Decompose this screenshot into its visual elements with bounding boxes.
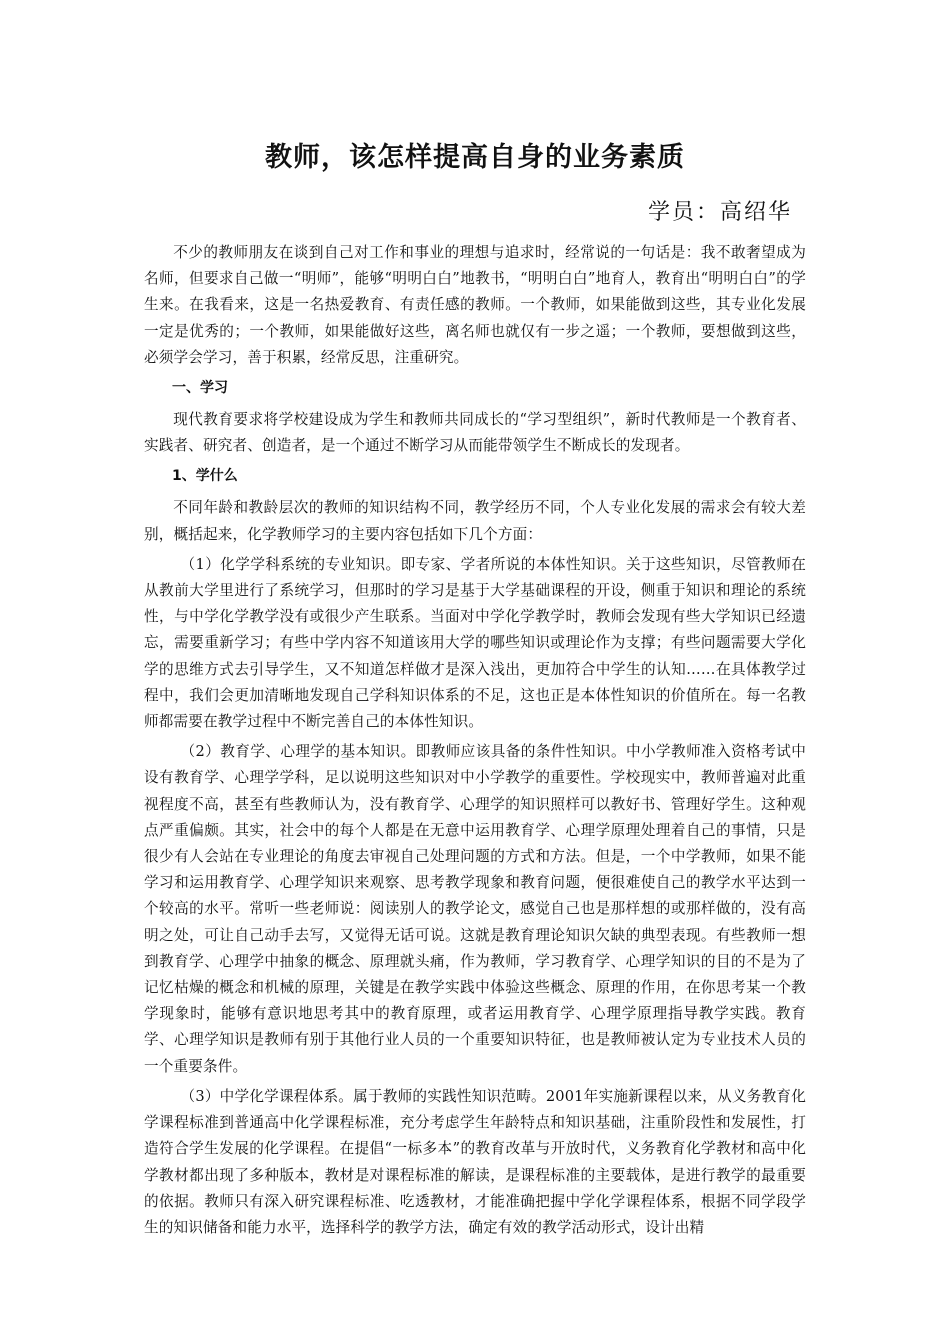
- subsection-paragraph-what-to-learn: 不同年龄和教龄层次的教师的知识结构不同，教学经历不同，个人专业化发展的需求会有较大差别，概括起来，化学教师学习的主要内容包括如下几个方面：: [144, 499, 806, 543]
- list-item-paragraph-1: （1）化学学科系统的专业知识。即专家、学者所说的本体性知识。关于这些知识，尽管教师在从教前大学里进行了系统学习，但那时的学习是基于大学基础课程的开设，侧重于知识和理论的系统性，与中学化学教学没有或很少产生联系。当面对中学化学教学时，教师会发现有些大学知识已经遗忘，需要重新学习；有些中学内容不知道该用大学的哪些知识或理论作为支撑；有些问题需要大学化学的思维方式去引导学生，又不知道怎样做才是深入浅出，更加符合中学生的认知……在具体教学过程中，我们会更加清晰地发现自己学科知识体系的不足，这也正是本体性知识的价值所在。每一名教师都需要在教学过程中不断完善自己的本体性知识。: [144, 555, 806, 731]
- section-heading-study: 一、学习: [172, 380, 228, 397]
- list-item-paragraph-2: （2）教育学、心理学的基本知识。即教师应该具备的条件性知识。中小学教师准入资格考试中设有教育学、心理学学科，足以说明这些知识对中小学教学的重要性。学校现实中，教师普遍对此重视程度不高，甚至有些教师认为，没有教育学、心理学的知识照样可以教好书、管理好学生。这种观点严重偏颇。其实，社会中的每个人都是在无意中运用教育学、心理学原理处理着自己的事情，只是很少有人会站在专业理论的角度去审视自己处理问题的方式和方法。但是，一个中学教师，如果不能学习和运用教育学、心理学知识来观察、思考教学现象和教育问题，便很难使自己的教学水平达到一个较高的水平。常听一些老师说：阅读别人的教学论文，感觉自己也是那样想的或那样做的，没有高明之处，可让自己动手去写，又觉得无话可说。这就是教育理论知识欠缺的典型表现。有些教师一想到教育学、心理学中抽象的概念、原理就头痛，作为教师，学习教育学、心理学知识的目的不是为了记忆枯燥的概念和机械的原理，关键是在教学实践中体验这些概念、原理的作用，在你思考某一个教学现象时，能够有意识地思考其中的教育原理，或者运用教育学、心理学原理指导教学实践。教育学、心理学知识是教师有别于其他行业人员的一个重要知识特征，也是教师被认定为专业技术人员的一个重要条件。: [144, 743, 806, 1075]
- document-body: [144, 240, 806, 1245]
- author-line: 学员：高绍华: [647, 200, 792, 225]
- list-item-paragraph-3: （3）中学化学课程体系。属于教师的实践性知识范畴。2001年实施新课程以来，从义务教育化学课程标准到普通高中化学课程标准，充分考虑学生年龄特点和知识基础，注重阶段性和发展性，打造符合学生发展的化学课程。在提倡“一标多本”的教育改革与开放时代，义务教育化学教材和高中化学教材都出现了多种版本，教材是对课程标准的解读，是课程标准的主要载体，是进行教学的最重要的依据。教师只有深入研究课程标准、吃透教材，才能准确把握中学化学课程体系，根据不同学段学生的知识储备和能力水平，选择科学的教学方法，确定有效的教学活动形式，设计出精: [144, 1087, 806, 1236]
- section-paragraph-study: 现代教育要求将学校建设成为学生和教师共同成长的“学习型组织”，新时代教师是一个教育者、实践者、研究者、创造者，是一个通过不断学习从而能带领学生不断成长的发现者。: [144, 411, 806, 455]
- subsection-heading-what-to-learn: 1、学什么: [172, 468, 238, 485]
- intro-paragraph: 不少的教师朋友在谈到自己对工作和事业的理想与追求时，经常说的一句话是：我不敢奢望成为名师，但要求自己做一“明师”，能够“明明白白”地教书，“明明白白”地育人，教育出“明明白白”的学生来。在我看来，这是一名热爱教育、有责任感的教师。一个教师，如果能做到这些，其专业化发展一定是优秀的；一个教师，如果能做好这些，离名师也就仅有一步之遥；一个教师，要想做到这些，必须学会学习，善于积累，经常反思，注重研究。: [144, 244, 806, 366]
- document-title: 教师，该怎样提高自身的业务素质: [265, 142, 685, 173]
